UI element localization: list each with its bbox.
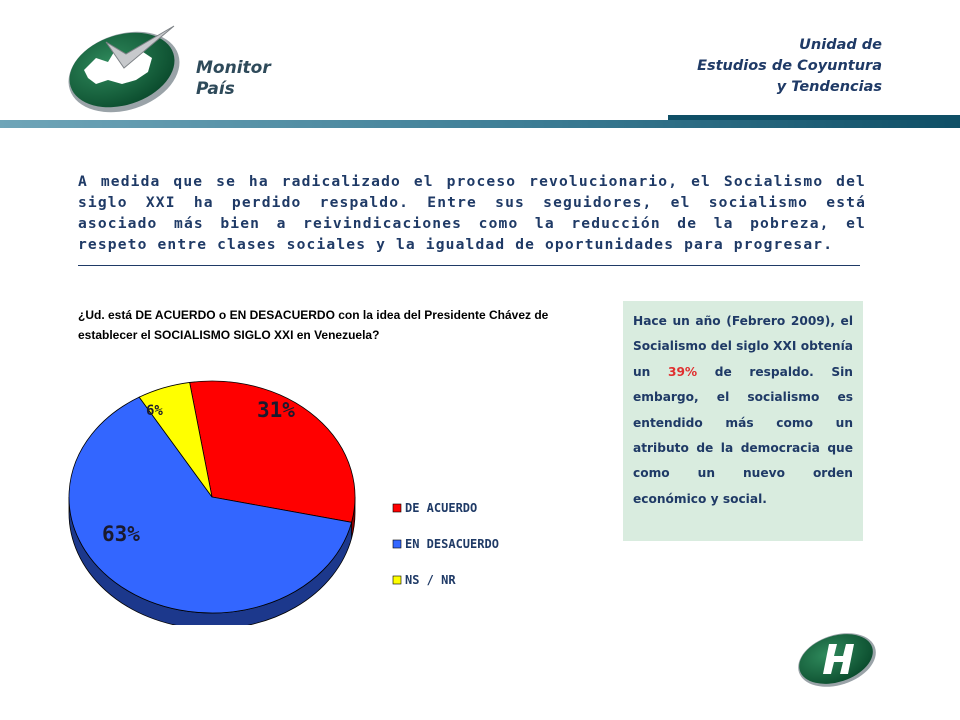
- legend-swatch-en-desacuerdo: [393, 540, 401, 548]
- note-text: [633, 309, 853, 512]
- pie-value-label-de-acuerdo: 31%: [257, 398, 295, 422]
- pie-value-label-en-desacuerdo: 63%: [102, 522, 140, 546]
- headline-rule: [78, 265, 860, 266]
- survey-question: ¿Ud. está DE ACUERDO o EN DESACUERDO con la idea del Presidente Chávez de establecer el SOCIALISMO SIGLO XXI en Venezuela?: [78, 308, 549, 342]
- legend-label-en-desacuerdo: EN DESACUERDO: [405, 537, 499, 551]
- unit-line-3: y Tendencias: [776, 79, 882, 95]
- hinterlaces-logo-icon: [795, 630, 880, 690]
- headline-text: A medida que se ha radicalizado el proceso revolucionario, el Socialismo del siglo XXI ha perdido respaldo. Entre sus seguidores, el socialismo está asociado más bien a reivindicaciones como la reducción de la pobreza, el respeto entre clases sociales y la igualdad de oportunidades para progresar.: [78, 173, 866, 253]
- brand-line-2: País: [196, 79, 235, 99]
- pie-value-label-ns-nr: 6%: [146, 403, 163, 419]
- header-divider-accent: [668, 115, 960, 120]
- pie-chart: [60, 365, 580, 625]
- brand-name: [196, 58, 271, 100]
- note-text-after: de respaldo. Sin embargo, el socialismo es entendido más como un atributo de la democracia que como un nuevo orden económico y social.: [633, 364, 853, 506]
- map-check-logo-icon: [62, 22, 192, 114]
- brand-line-1: Monitor: [196, 58, 271, 78]
- note-box: [623, 301, 863, 541]
- note-highlight-value: 39%: [667, 364, 698, 379]
- legend-label-ns-nr: NS / NR: [405, 573, 456, 587]
- unit-line-1: Unidad de: [799, 37, 882, 53]
- legend-swatch-ns-nr: [393, 576, 401, 584]
- header-divider-bar: [0, 120, 960, 128]
- unit-name: [697, 35, 882, 98]
- legend-swatch-de-acuerdo: [393, 504, 401, 512]
- note-text-before: Hace un año (Febrero 2009), el Socialismo del siglo XXI obtenía un: [633, 314, 853, 379]
- legend-label-de-acuerdo: DE ACUERDO: [405, 501, 478, 515]
- monitor-pais-logo: [62, 22, 192, 114]
- unit-line-2: Estudios de Coyuntura: [697, 58, 882, 74]
